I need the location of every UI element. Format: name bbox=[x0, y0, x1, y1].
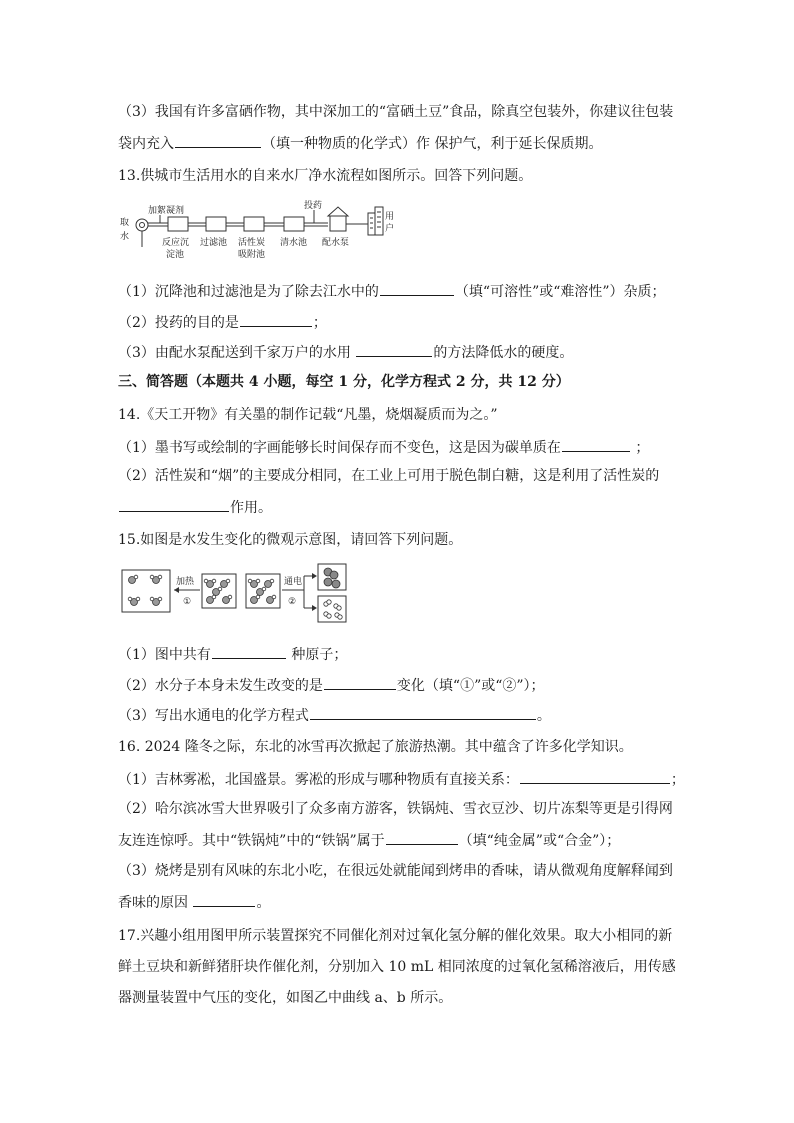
reaction-sedimentation-tank bbox=[168, 217, 188, 231]
tank1-label-a: 反应沉 bbox=[162, 238, 190, 248]
intake-label-1: 取 bbox=[120, 218, 130, 228]
intake-label-2: 水 bbox=[120, 232, 130, 242]
q13-part3: （3）由配水泵配送到千家万户的水用 的方法降低水的硬度。 bbox=[118, 341, 573, 363]
water-microscopic-diagram bbox=[118, 562, 353, 624]
answer-blank[interactable] bbox=[386, 829, 458, 845]
tank3-label-b: 吸附池 bbox=[238, 250, 266, 260]
q12-part3-line2: 袋内充入 （填一种物质的化学式）作 保护气，利于延长保质期。 bbox=[118, 132, 602, 154]
q15-part1: （1）图中共有 种原子； bbox=[118, 643, 347, 665]
answer-blank[interactable] bbox=[380, 280, 454, 296]
answer-blank[interactable] bbox=[324, 674, 396, 690]
section-3-heading: 三、简答题（本题共 4 小题，每空 1 分，化学方程式 2 分，共 12 分） bbox=[118, 374, 570, 390]
q13-part1: （1）沉降池和过滤池是为了除去江水中的 （填“可溶性”或“难溶性”）杂质； bbox=[118, 280, 666, 302]
answer-blank[interactable] bbox=[310, 704, 536, 720]
answer-blank[interactable] bbox=[520, 768, 670, 784]
q17-line2: 鲜土豆块和新鲜猪肝块作催化剂，分别加入 10 mL 相同浓度的过氧化氢稀溶液后，用传感 bbox=[118, 959, 676, 975]
coagulant-label: 加絮凝剂 bbox=[148, 206, 185, 216]
answer-blank[interactable] bbox=[193, 891, 255, 907]
user-label-2: 户 bbox=[385, 224, 395, 234]
q17-line3: 器测量装置中气压的变化，如图乙中曲线 a、b 所示。 bbox=[118, 990, 453, 1006]
clear-water-tank bbox=[284, 217, 304, 231]
pump-house bbox=[330, 216, 346, 231]
q15-part2: （2）水分子本身未发生改变的是 变化（填“①”或“②”）； bbox=[118, 674, 545, 696]
tank4-label: 清水池 bbox=[280, 238, 308, 248]
activated-carbon-tank bbox=[244, 217, 264, 231]
water-treatment-flow-diagram bbox=[118, 195, 408, 267]
answer-blank[interactable] bbox=[356, 341, 432, 357]
q14-part2-line2: 作用。 bbox=[118, 496, 272, 518]
answer-blank[interactable] bbox=[240, 311, 312, 327]
q14-part1: （1）墨书写或绘制的字画能够长时间保存而不变色，这是因为碳单质在 ； bbox=[118, 436, 649, 458]
electrolysis-label: 通电 bbox=[284, 577, 303, 587]
filter-tank bbox=[206, 217, 226, 231]
q16-stem: 16. 2024 隆冬之际，东北的冰雪再次掀起了旅游热潮。其中蕴含了许多化学知识。 bbox=[118, 739, 633, 755]
q16-part1: （1）吉林雾凇，北国盛景。雾凇的形成与哪种物质有直接关系： ； bbox=[118, 768, 685, 790]
user-label-1: 用 bbox=[385, 212, 395, 222]
heat-label: 加热 bbox=[176, 577, 195, 587]
q15-part3: （3）写出水通电的化学方程式 。 bbox=[118, 704, 551, 726]
tank1-label-b: 淀池 bbox=[166, 250, 185, 260]
step1-label: ① bbox=[183, 597, 192, 607]
q16-part3-line2: 香味的原因 。 bbox=[118, 891, 270, 913]
answer-blank[interactable] bbox=[212, 643, 286, 659]
q17-line1: 17.兴趣小组用图甲所示装置探究不同催化剂对过氧化氢分解的催化效果。取大小相同的新 bbox=[118, 928, 673, 944]
q13-part2: （2）投药的目的是 ； bbox=[118, 311, 327, 333]
answer-blank[interactable] bbox=[562, 436, 630, 452]
water-vapor-box bbox=[122, 570, 170, 612]
tank2-label: 过滤池 bbox=[200, 238, 228, 248]
q15-stem: 15.如图是水发生变化的微观示意图，请回答下列问题。 bbox=[118, 532, 463, 548]
q16-part2-line1: （2）哈尔滨冰雪大世界吸引了众多南方游客，铁锅炖、雪衣豆沙、切片冻梨等更是引得网 bbox=[118, 801, 673, 817]
dosing-label: 投药 bbox=[304, 201, 323, 211]
q14-part2-line1: （2）活性炭和“烟”的主要成分相同，在工业上可用于脱色制白糖，这是利用了活性炭的 bbox=[118, 468, 660, 484]
q12-part3-line1: （3）我国有许多富硒作物，其中深加工的“富硒土豆”食品，除真空包装外，你建议往包装 bbox=[118, 104, 674, 120]
answer-blank[interactable] bbox=[119, 496, 229, 512]
step2-label: ② bbox=[288, 597, 297, 607]
q16-part3-line1: （3）烧烤是别有风味的东北小吃，在很远处就能闻到烤串的香味，请从微观角度解释闻到 bbox=[118, 863, 673, 879]
answer-blank[interactable] bbox=[175, 132, 261, 148]
q14-stem: 14.《天工开物》有关墨的制作记载“凡墨，烧烟凝质而为之。” bbox=[118, 407, 498, 423]
tank3-label-a: 活性炭 bbox=[238, 238, 266, 248]
q16-part2-line2: 友连连惊呼。其中“铁锅炖”中的“铁锅”属于 （填“纯金属”或“合金”）； bbox=[118, 829, 620, 851]
pump-label: 配水泵 bbox=[322, 238, 350, 248]
q13-stem: 13.供城市生活用水的自来水厂净水流程如图所示。回答下列问题。 bbox=[118, 168, 533, 184]
